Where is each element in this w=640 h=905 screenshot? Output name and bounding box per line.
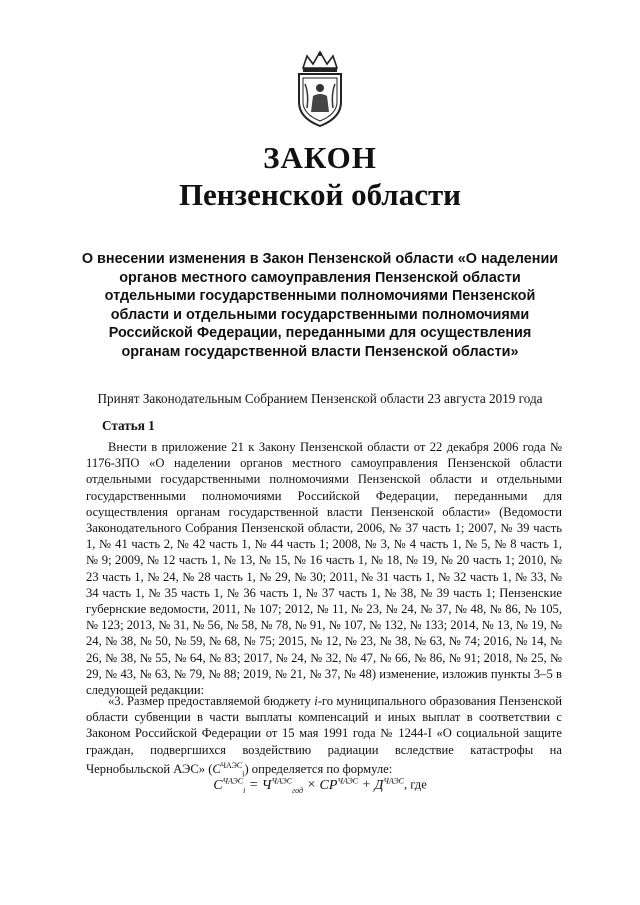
document-subtitle: Пензенской области bbox=[178, 177, 462, 212]
article-heading: Статья 1 bbox=[102, 418, 155, 433]
article-paragraph-2 bbox=[86, 693, 562, 783]
formula-eq: = bbox=[248, 777, 259, 793]
variable-i: i bbox=[314, 694, 318, 708]
formula-plus: + bbox=[361, 777, 371, 793]
formula-term-d: $Д^{ЧАЭС}$ bbox=[374, 776, 404, 793]
formula-tail: , где bbox=[403, 777, 427, 792]
formula-term-c: $C^{ЧАЭС}_i$ bbox=[213, 776, 246, 795]
document-title: ЗАКОН bbox=[263, 140, 377, 175]
formula bbox=[0, 776, 640, 794]
paragraph-2-mid: -го муниципального образования Пензенской области субвенции в части выплаты компенсаций и иных выплат в соответствии с Законом Российской Федерации от 15 мая 1991 года № 1244-I «О социальной защите граждан, подвергшихся воздействию радиации вследствие катастрофы на Чернобыльской АЭС» ( bbox=[86, 694, 562, 776]
coat-of-arms-icon bbox=[291, 50, 349, 128]
paragraph-2-end: ) определяется по формуле: bbox=[244, 762, 393, 776]
formula-term-cr: $СР^{ЧАЭС}$ bbox=[319, 776, 359, 793]
law-subject: О внесении изменения в Закон Пензенской области «О наделении органов местного самоуправления Пензенской области отдельными государственными полномочиями Пензенской области и отдельными государственными полномочиями Российской Федерации, переданными для осуществления органам государственной власти Пензенской области» bbox=[81, 251, 559, 360]
inline-symbol-c: $C^{ЧАЭС}_i$ bbox=[212, 760, 245, 779]
adoption-note: Принят Законодательным Собранием Пензенской области 23 августа 2019 года bbox=[97, 391, 543, 406]
formula-times: × bbox=[306, 777, 317, 793]
formula-term-ch: $Ч^{ЧАЭС}_{год}$ bbox=[261, 776, 304, 795]
paragraph-2-start: «3. Размер предоставляемой бюджету bbox=[108, 694, 315, 708]
article-paragraph-1: Внести в приложение 21 к Закону Пензенской области от 22 декабря 2006 года № 1176-ЗПО «О наделении органов местного самоуправления Пензенской области отдельными государственными полномочиями Пензенской области и отдельными государственными полномочиями Российской Федерации, переданными для осуществления органам государственной власти Пензенской области» (Ведомости Законодательного Собрания Пензенской области, 2006, № 37 часть 1; 2007, № 39 часть 1, № 41 часть 2, № 42 часть 1, № 44 часть 1; 2008, № 3, № 4 часть 1, № 5, № 8 часть 1, № 9; 2009, № 12 часть 1, № 13, № 15, № 16 часть 1, № 18, № 19, № 20 часть 1; 2010, № 23 часть 1, № 24, № 28 часть 1, № 29, № 30; 2011, № 31 часть 1, № 32 часть 1, № 33, № 34 часть 1, № 35 часть 1, № 36 часть 1, № 37 часть 1, № 38, № 39 часть 1; Пензенские губернские ведомости, 2011, № 107; 2012, № 11, № 23, № 24, № 37, № 48, № 86, № 105, № 123; 2013, № 31, № 56, № 58, № 78, № 91, № 107, № 132, № 133; 2014, № 13, № 19, № 24, № 38, № 50, № 59, № 68, № 75; 2015, № 12, № 23, № 38, № 63, № 74; 2016, № 14, № 26, № 38, № 55, № 64, № 83; 2017, № 24, № 32, № 47, № 66, № 86, № 91; 2018, № 25, № 29, № 43, № 63, № 79, № 88; 2019, № 21, № 37, № 48) изменение, изложив пункты 3–5 в следующей редакции: bbox=[86, 440, 562, 698]
